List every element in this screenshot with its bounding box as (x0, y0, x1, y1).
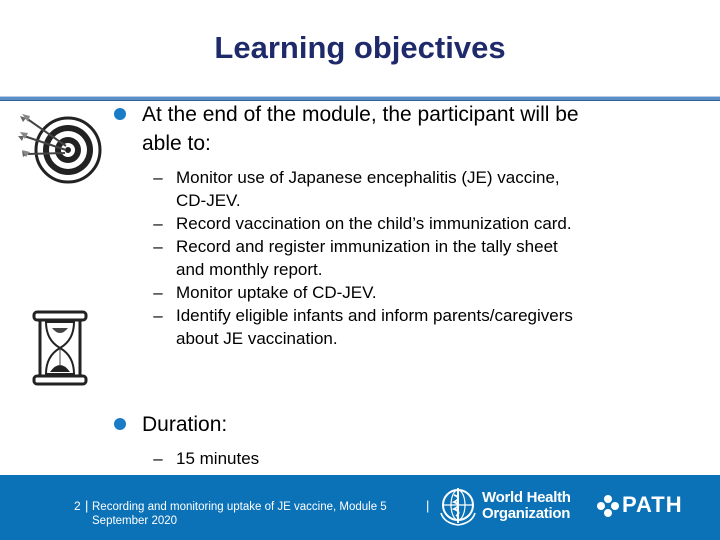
objective-sublist (150, 166, 690, 350)
path-logo-icon (596, 494, 620, 518)
bullet-text-line: At the end of the module, the participant will be (142, 103, 579, 126)
list-item (150, 235, 690, 281)
path-logo (596, 490, 696, 522)
dash-marker: – (153, 237, 163, 256)
sub-text-line: about JE vaccination. (176, 329, 338, 348)
footer-course-title: Recording and monitoring uptake of JE vaccine, Module 5 (92, 501, 387, 513)
footer-date: September 2020 (92, 515, 178, 527)
dash-marker: – (153, 168, 163, 187)
sub-text-line: Record and register immunization in the tally sheet (176, 237, 558, 256)
page-number: 2 (74, 499, 81, 513)
who-name-line1: World Health (482, 489, 571, 506)
sub-text-line: Identify eligible infants and inform parents/caregivers (176, 306, 573, 325)
path-logo-text: PATH (622, 492, 683, 517)
list-item (150, 212, 690, 235)
list-item (150, 447, 690, 470)
dash-marker: – (153, 306, 163, 325)
duration-sublist (150, 447, 690, 470)
footer-separator: | (85, 498, 89, 513)
sub-text-line: Monitor uptake of CD-JEV. (176, 283, 377, 302)
list-item (150, 304, 690, 350)
list-item (150, 281, 690, 304)
dash-marker: – (153, 449, 163, 468)
footer-separator: | (426, 498, 430, 513)
bullet-dot-icon (114, 108, 126, 120)
list-item (150, 166, 690, 212)
sub-text-line: and monthly report. (176, 260, 323, 279)
sub-text-line: Record vaccination on the child’s immunization card. (176, 214, 572, 233)
list-item (110, 410, 690, 439)
bullet-text-line: Duration: (142, 413, 228, 436)
dash-marker: – (153, 214, 163, 233)
bullet-dot-icon (114, 418, 126, 430)
bullet-text-line: able to: (142, 132, 211, 155)
dash-marker: – (153, 283, 163, 302)
sub-text-line: 15 minutes (176, 449, 260, 468)
sub-text-line: CD-JEV. (176, 191, 241, 210)
slide-title: Learning objectives (214, 30, 506, 65)
who-emblem-icon (438, 485, 478, 527)
who-logo (438, 485, 578, 527)
who-name-line2: Organization (482, 505, 571, 522)
list-item (110, 100, 690, 158)
sub-text-line: Monitor use of Japanese encephalitis (JE) vaccine, (176, 168, 560, 187)
